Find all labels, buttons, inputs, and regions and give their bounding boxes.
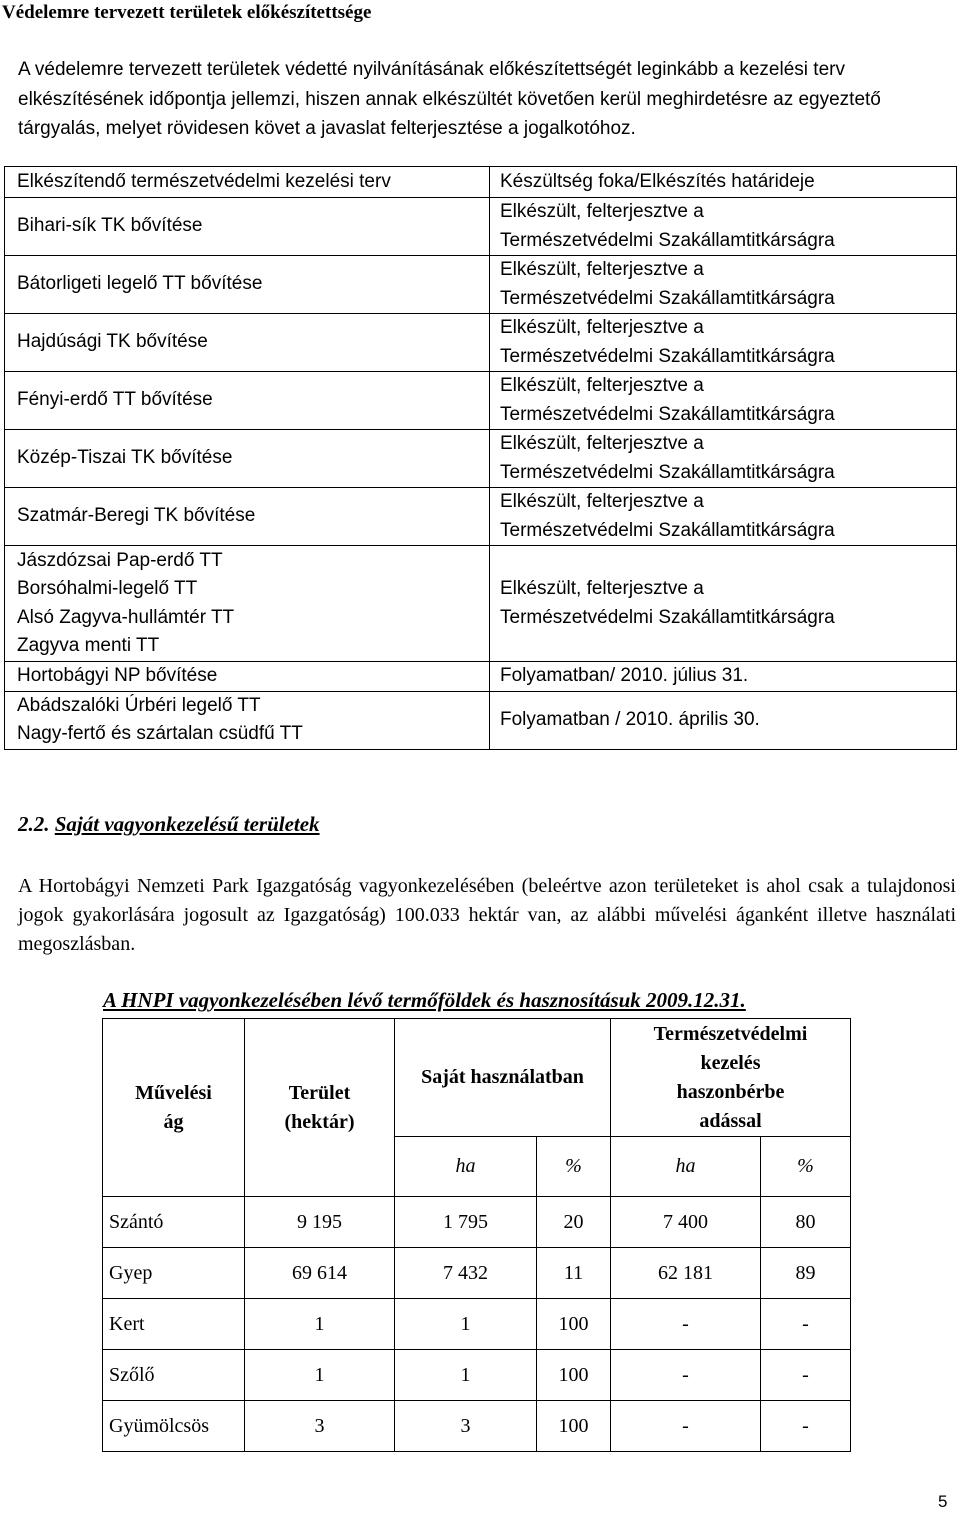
land-table-header-row (103, 1019, 851, 1137)
status-line: Elkészült, felterjesztve a (500, 201, 704, 222)
lease-ha-cell: - (611, 1350, 761, 1401)
land-table-title: A HNPI vagyonkezelésében lévő termőföldek és hasznosításuk 2009.12.31. (103, 988, 746, 1012)
plan-status-cell: Folyamatban/ 2010. július 31. (490, 662, 957, 692)
plan-table-row (5, 488, 957, 546)
plan-table-header-row (5, 167, 957, 198)
management-plan-table (4, 166, 957, 750)
area-line: Abádszalóki Úrbéri legelő TT (17, 694, 261, 716)
status-line: Elkészült, felterjesztve a (500, 259, 704, 280)
header-line: adással (699, 1109, 762, 1132)
plan-area-cell: Hajdúsági TK bővítése (5, 314, 490, 372)
plan-table-group-row (5, 546, 957, 662)
lease-pct-cell: 89 (761, 1248, 851, 1299)
section-title: Saját vagyonkezelésű területek (54, 812, 320, 836)
own-ha-cell: 7 432 (395, 1248, 537, 1299)
status-line: Természetvédelmi Szakállamtitkárságra (500, 519, 835, 541)
header-line: Természetvédelmi (653, 1022, 808, 1045)
area-cell: 3 (245, 1401, 395, 1452)
section-heading: Védelemre tervezett területek előkészítettsége (2, 2, 372, 23)
table-row (103, 1197, 851, 1248)
status-line: Elkészült, felterjesztve a (500, 578, 704, 599)
plan-status-cell (490, 314, 957, 372)
branch-cell: Gyep (103, 1248, 245, 1299)
unit-cell: ha (611, 1137, 761, 1197)
own-pct-cell: 100 (537, 1350, 611, 1401)
header-line: (hektár) (284, 1110, 355, 1133)
plan-status-cell (490, 430, 957, 488)
own-ha-cell: 3 (395, 1401, 537, 1452)
lease-pct-cell: - (761, 1401, 851, 1452)
section-number: 2.2. (18, 812, 50, 836)
branch-cell: Gyümölcsös (103, 1401, 245, 1452)
plan-header-area: Elkészítendő természetvédelmi kezelési terv (5, 167, 490, 198)
header-line: haszonbérbe (676, 1080, 785, 1103)
section-heading-2 (18, 812, 320, 837)
unit-cell: ha (395, 1137, 537, 1197)
status-line: Természetvédelmi Szakállamtitkárságra (500, 606, 835, 628)
status-line: Elkészült, felterjesztve a (500, 433, 704, 454)
area-cell: 1 (245, 1299, 395, 1350)
plan-table-row (5, 256, 957, 314)
plan-area-cell: Bihari-sík TK bővítése (5, 198, 490, 256)
lease-ha-cell: - (611, 1401, 761, 1452)
table-row (103, 1299, 851, 1350)
lease-pct-cell: - (761, 1299, 851, 1350)
plan-status-cell (490, 488, 957, 546)
lease-ha-cell: 62 181 (611, 1248, 761, 1299)
own-pct-cell: 100 (537, 1401, 611, 1452)
branch-cell: Kert (103, 1299, 245, 1350)
plan-table-row (5, 372, 957, 430)
table-row (103, 1248, 851, 1299)
plan-status-cell (490, 372, 957, 430)
own-pct-cell: 100 (537, 1299, 611, 1350)
plan-status-cell (490, 198, 957, 256)
status-line: Természetvédelmi Szakállamtitkárságra (500, 403, 835, 425)
page-number: 5 (938, 1492, 948, 1511)
lease-pct-cell: - (761, 1350, 851, 1401)
status-line: Természetvédelmi Szakállamtitkárságra (500, 345, 835, 367)
ownership-paragraph: A Hortobágyi Nemzeti Park Igazgatóság vagyonkezelésében (beleértve azon területeket is ahol csak a tulajdonosi jogok gyakorlására jogosult az Igazgatóság) 100.033 hektár van, az alábbi művelési áganként illetve használati megoszlásban. (18, 875, 956, 955)
plan-table-row (5, 662, 957, 692)
area-line: Zagyva menti TT (17, 635, 160, 656)
lease-ha-cell: 7 400 (611, 1197, 761, 1248)
area-line: Alsó Zagyva-hullámtér TT (17, 606, 235, 628)
status-line: Elkészült, felterjesztve a (500, 317, 704, 338)
status-line: Elkészült, felterjesztve a (500, 375, 704, 396)
plan-area-cell: Fényi-erdő TT bővítése (5, 372, 490, 430)
unit-cell: % (761, 1137, 851, 1197)
intro-paragraph: A védelemre tervezett területek védetté nyilvánításának előkészítettségét leginkább a kezelési terv elkészítésének időpontja jellemzi, hiszen annak elkészültét követően kerül meghirdetésre az egyeztető tárgyalás, melyet rövidesen követ a javaslat felterjesztése a jogalkotóhoz. (18, 59, 881, 139)
table-row (103, 1401, 851, 1452)
area-line: Jászdózsai Pap-erdő TT (17, 549, 223, 571)
own-pct-cell: 20 (537, 1197, 611, 1248)
plan-table-row (5, 691, 957, 749)
header-line: Terület (288, 1081, 351, 1104)
unit-cell: % (537, 1137, 611, 1197)
plan-header-status: Készültség foka/Elkészítés határideje (490, 167, 957, 198)
plan-table-row (5, 314, 957, 372)
plan-status-cell (490, 256, 957, 314)
plan-area-cell: Közép-Tiszai TK bővítése (5, 430, 490, 488)
table-row (103, 1350, 851, 1401)
plan-area-cell: Bátorligeti legelő TT bővítése (5, 256, 490, 314)
plan-area-cell: Szatmár-Beregi TK bővítése (5, 488, 490, 546)
status-line: Elkészült, felterjesztve a (500, 491, 704, 512)
own-ha-cell: 1 (395, 1299, 537, 1350)
plan-table-row (5, 198, 957, 256)
own-ha-cell: 1 (395, 1350, 537, 1401)
header-branch (103, 1019, 245, 1197)
header-line: kezelés (700, 1051, 761, 1074)
plan-table-row (5, 430, 957, 488)
header-own-use: Saját használatban (395, 1019, 611, 1137)
status-line: Természetvédelmi Szakállamtitkárságra (500, 461, 835, 483)
area-line: Borsóhalmi-legelő TT (17, 578, 198, 599)
lease-ha-cell: - (611, 1299, 761, 1350)
branch-cell: Szőlő (103, 1350, 245, 1401)
area-line: Nagy-fertő és szártalan csüdfű TT (17, 723, 303, 744)
plan-status-cell: Folyamatban / 2010. április 30. (490, 691, 957, 749)
own-pct-cell: 11 (537, 1248, 611, 1299)
plan-area-cell (5, 546, 490, 662)
land-use-table (102, 1018, 851, 1452)
area-cell: 69 614 (245, 1248, 395, 1299)
area-cell: 1 (245, 1350, 395, 1401)
header-line: Művelési (135, 1081, 212, 1104)
status-line: Természetvédelmi Szakállamtitkárságra (500, 287, 835, 309)
header-area (245, 1019, 395, 1197)
own-ha-cell: 1 795 (395, 1197, 537, 1248)
plan-area-cell: Hortobágyi NP bővítése (5, 662, 490, 692)
header-lease (611, 1019, 851, 1137)
plan-area-cell (5, 691, 490, 749)
lease-pct-cell: 80 (761, 1197, 851, 1248)
status-line: Természetvédelmi Szakállamtitkárságra (500, 229, 835, 251)
area-cell: 9 195 (245, 1197, 395, 1248)
header-line: ág (163, 1110, 184, 1133)
plan-status-cell (490, 546, 957, 662)
branch-cell: Szántó (103, 1197, 245, 1248)
